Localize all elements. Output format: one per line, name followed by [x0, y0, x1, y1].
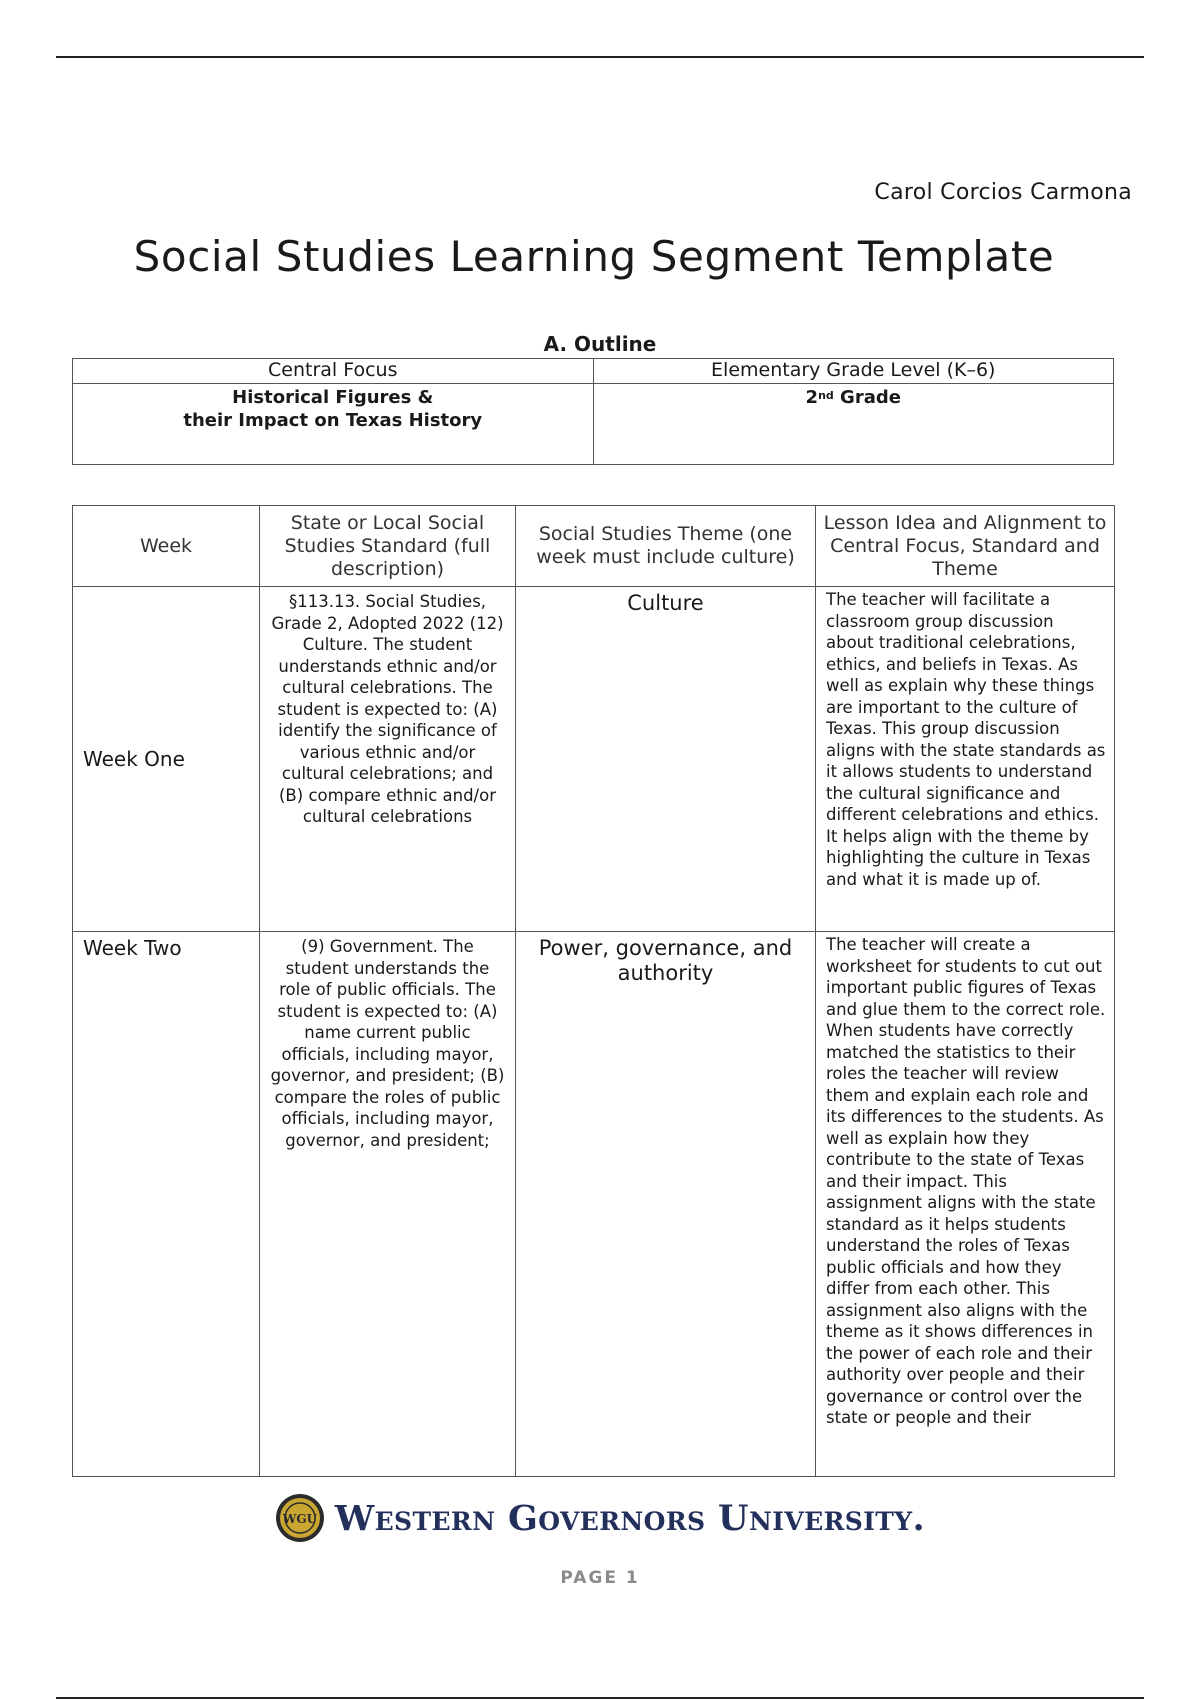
standard-cell: §113.13. Social Studies, Grade 2, Adopted 2022 (12) Culture. The student understands ethnic and/or cultural celebrations. The student is expected to: (A) identify the significance of various ethnic and/or cultural celebrations; and (B) compare ethnic and/or cultural celebrations	[260, 587, 516, 932]
central-focus-line1: Historical Figures &	[232, 387, 434, 408]
outline-table	[72, 358, 1114, 465]
grade-suffix: nd	[818, 389, 834, 402]
university-logo	[0, 1493, 1200, 1543]
week-header: Week	[73, 506, 260, 587]
table-header-row	[73, 506, 1115, 587]
standard-header: State or Local Social Studies Standard (full description)	[260, 506, 516, 587]
bottom-rule	[56, 1697, 1144, 1699]
week-cell: Week Two	[73, 932, 260, 1477]
grade-word: Grade	[833, 387, 901, 408]
lesson-cell	[816, 932, 1115, 1477]
table-row	[73, 932, 1115, 1477]
central-focus-value	[73, 384, 594, 465]
week-cell: Week One	[73, 587, 260, 932]
grade-level-value	[593, 384, 1114, 465]
theme-cell: Power, governance, and authority	[516, 932, 816, 1477]
grade-number: 2	[805, 387, 819, 408]
lesson-text: The teacher will create a worksheet for students to cut out important public figures of Texas and glue them to the correct role. When students have correctly matched the statistics to their roles the teacher will review them and explain each role and its differences to the students. As well as explain how they contribute to the state of Texas and their impact. This assignment aligns with the state standard as it helps students understand the roles of Texas public officials and how they differ from each other. This assignment also aligns with the theme as it shows differences in the power of each role and their authority over people and their governance or control over the state or people and their	[826, 935, 1106, 1427]
document-title: Social Studies Learning Segment Template	[133, 232, 1055, 281]
lesson-header: Lesson Idea and Alignment to Central Focus, Standard and Theme	[816, 506, 1115, 587]
author-name: Carol Corcios Carmona	[874, 180, 1132, 205]
university-name: Western Governors University.	[334, 1497, 926, 1539]
theme-cell: Culture	[516, 587, 816, 932]
standard-cell: (9) Government. The student understands the role of public officials. The student is expected to: (A) name current public officials, including mayor, governor, and president; (B) compare the roles of public officials, including mayor, governor, and president;	[260, 932, 516, 1477]
grade-level-header: Elementary Grade Level (K–6)	[593, 359, 1114, 384]
table-row	[73, 587, 1115, 932]
top-rule	[56, 56, 1144, 58]
central-focus-line2: their Impact on Texas History	[183, 410, 483, 431]
central-focus-header: Central Focus	[73, 359, 594, 384]
seal-monogram: WGU	[282, 1512, 317, 1526]
learning-segment-table	[72, 505, 1115, 1477]
section-heading: A. Outline	[543, 332, 657, 356]
theme-header: Social Studies Theme (one week must include culture)	[516, 506, 816, 587]
university-seal-icon	[275, 1493, 325, 1543]
lesson-cell: The teacher will facilitate a classroom group discussion about traditional celebrations, ethics, and beliefs in Texas. As well as explain why these things are important to the culture of Texas. This group discussion aligns with the state standards as it allows students to understand the cultural significance and different celebrations and ethics. It helps align with the theme by highlighting the culture in Texas and what it is made up of.	[816, 587, 1115, 932]
page-number: PAGE 1	[560, 1568, 640, 1588]
